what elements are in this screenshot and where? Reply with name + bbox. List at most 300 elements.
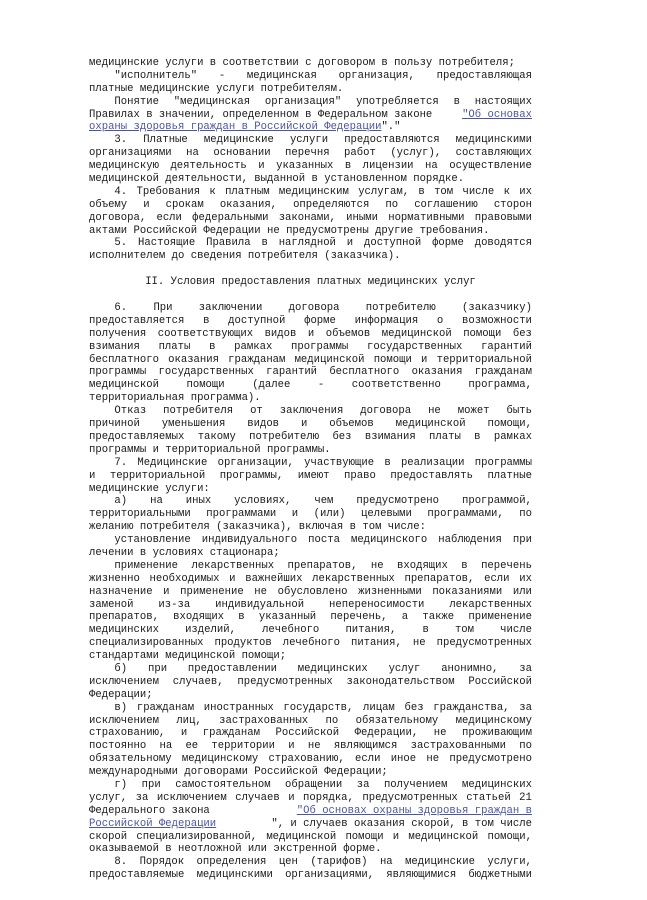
text-fragment: Правилах в значении, определенном в Федеральном законе bbox=[89, 108, 439, 121]
text-line bbox=[89, 779, 532, 792]
text-line: медицинские услуги: bbox=[89, 482, 210, 495]
word: специализированной, bbox=[136, 830, 258, 843]
word: бесплатного bbox=[329, 366, 400, 379]
word: заключении bbox=[198, 302, 263, 315]
word: доступной bbox=[228, 314, 286, 327]
word: являющимися bbox=[386, 869, 457, 882]
text-line bbox=[89, 856, 532, 869]
word: к bbox=[209, 185, 216, 198]
word: предоставляются bbox=[344, 134, 440, 147]
word: организации, bbox=[217, 456, 294, 469]
word: препаратов, bbox=[404, 572, 475, 585]
word: может bbox=[457, 405, 490, 418]
word: порядка, bbox=[303, 791, 354, 804]
word: потребителю bbox=[365, 302, 436, 315]
word: соглашению bbox=[414, 198, 478, 211]
word: 8. bbox=[89, 856, 128, 869]
text-line bbox=[89, 727, 532, 740]
word: 21 bbox=[519, 791, 532, 804]
word: организациями, bbox=[285, 869, 375, 882]
paragraph-7 bbox=[89, 457, 532, 496]
word: услуги bbox=[289, 134, 329, 147]
text-line bbox=[89, 109, 532, 122]
word: деятельность bbox=[170, 160, 247, 173]
word: Российской bbox=[275, 727, 340, 740]
word: и bbox=[300, 418, 308, 431]
word: исключением bbox=[89, 675, 159, 688]
word: предусмотрено bbox=[356, 495, 440, 508]
paragraph-medical-organization-term bbox=[89, 96, 532, 135]
word: соответственно bbox=[351, 379, 441, 392]
word: важнейших bbox=[245, 572, 303, 585]
word: и bbox=[288, 740, 295, 753]
text-line: лечении в условиях стационара; bbox=[89, 546, 280, 559]
word: без bbox=[332, 430, 352, 443]
word: Настоящие bbox=[138, 237, 196, 250]
word: потребителю bbox=[249, 430, 320, 443]
text-line: охраны здоровья граждан в Российской Федерации"." bbox=[89, 121, 401, 134]
word: платные bbox=[487, 469, 532, 482]
word: в bbox=[384, 456, 391, 469]
word: территориальными bbox=[89, 508, 191, 521]
word: о bbox=[436, 314, 444, 327]
word: на bbox=[425, 160, 438, 173]
word: "медицинская bbox=[173, 95, 251, 108]
word: перечень bbox=[481, 559, 532, 572]
word: возможности bbox=[461, 314, 532, 327]
word: исключением bbox=[89, 714, 159, 727]
text-line: оказываемой в неотложной или экстренной форме. bbox=[89, 843, 382, 856]
word: причиной bbox=[89, 418, 140, 431]
word: медицинской bbox=[266, 830, 337, 843]
text-line bbox=[89, 534, 532, 547]
word: не bbox=[428, 405, 441, 418]
paragraph-7v bbox=[89, 702, 532, 779]
text-line bbox=[89, 753, 532, 766]
word: программами, bbox=[427, 508, 504, 521]
word: и bbox=[291, 508, 299, 521]
text-line: международными договорами Российской Федерации; bbox=[89, 766, 388, 779]
word: предусмотренных bbox=[436, 637, 532, 650]
word: лекарственных bbox=[449, 598, 532, 611]
text-line bbox=[89, 818, 532, 831]
word: платы bbox=[158, 340, 191, 353]
word: договора bbox=[360, 405, 412, 418]
word: исключением bbox=[156, 791, 227, 804]
word: помощи bbox=[373, 353, 412, 366]
word: Российской bbox=[468, 675, 532, 688]
word: иное bbox=[390, 753, 417, 766]
word: предоставляющая bbox=[436, 69, 532, 82]
text-line bbox=[89, 715, 532, 728]
word: медицинской bbox=[381, 327, 452, 340]
word: получения bbox=[89, 327, 147, 340]
word: если bbox=[484, 572, 510, 585]
word: платным bbox=[225, 185, 270, 198]
word: и bbox=[180, 727, 188, 740]
word: имеют bbox=[297, 469, 330, 482]
text-line bbox=[89, 431, 532, 444]
word: объему bbox=[89, 198, 128, 211]
word: лечебного bbox=[282, 637, 340, 650]
word: за bbox=[519, 701, 532, 714]
word: рамках bbox=[234, 340, 273, 353]
word: числе bbox=[462, 185, 495, 198]
word: случаев, bbox=[172, 675, 224, 688]
word: организация, bbox=[338, 69, 415, 82]
word: лекарственных bbox=[312, 572, 395, 585]
word: случаев bbox=[235, 791, 280, 804]
word: программа, bbox=[468, 379, 532, 392]
text-line bbox=[89, 740, 532, 753]
word: из-за bbox=[158, 598, 191, 611]
word: помощи, bbox=[487, 418, 532, 431]
word: уменьшения bbox=[161, 418, 226, 431]
word: медицинскому bbox=[181, 753, 259, 766]
word: оказания bbox=[411, 366, 463, 379]
word: не bbox=[412, 637, 426, 650]
word: иными bbox=[346, 211, 378, 224]
text-line: территориальная программа). bbox=[89, 392, 261, 405]
word: перечень, bbox=[330, 611, 388, 624]
word: иностранных bbox=[203, 701, 274, 714]
word: скорой bbox=[89, 830, 128, 843]
word: 3. bbox=[89, 134, 128, 147]
word: назначение bbox=[89, 585, 153, 598]
text-line bbox=[89, 212, 532, 225]
text-line bbox=[89, 315, 532, 328]
word: чем bbox=[314, 495, 334, 508]
text-line bbox=[89, 599, 532, 612]
word: такому bbox=[197, 430, 236, 443]
word: установление bbox=[89, 534, 191, 547]
text-line: медицинские услуги в соответствии с договором в пользу потребителя; bbox=[89, 57, 515, 69]
word: право bbox=[344, 469, 376, 482]
word: на bbox=[159, 740, 173, 753]
word: жизненными bbox=[358, 585, 422, 598]
word: объемов bbox=[325, 327, 371, 340]
word: правовыми bbox=[474, 211, 532, 224]
text-line bbox=[89, 96, 532, 109]
word: застрахованными bbox=[410, 740, 506, 753]
word: программой, bbox=[461, 495, 532, 508]
word: лекарственных bbox=[191, 559, 275, 572]
word: бюджетными bbox=[468, 869, 532, 882]
word: федеральными bbox=[192, 211, 269, 224]
word: медицинской bbox=[89, 379, 159, 392]
word: видов bbox=[264, 327, 297, 340]
word: информация bbox=[354, 314, 419, 327]
word: проживающим bbox=[462, 727, 532, 740]
word: анонимно, bbox=[441, 662, 499, 675]
word: Отказ bbox=[89, 405, 147, 418]
text-line: медицинской деятельности, выданной в установленном порядке. bbox=[89, 173, 465, 186]
word: не bbox=[426, 753, 440, 766]
word: медицинских bbox=[89, 624, 159, 637]
word: услуг, bbox=[89, 791, 128, 804]
word: гражданам bbox=[474, 366, 532, 379]
word: перечня bbox=[285, 147, 330, 160]
word: числе bbox=[500, 624, 532, 637]
word: договора bbox=[288, 302, 340, 315]
word: или bbox=[512, 585, 532, 598]
section-heading: II. Условия предоставления платных медицинских услуг bbox=[145, 276, 476, 289]
word: не bbox=[433, 727, 447, 740]
word: договора, bbox=[89, 211, 147, 224]
word: составляющих bbox=[455, 147, 532, 160]
word: услуги, bbox=[487, 856, 532, 869]
word: в bbox=[418, 185, 425, 198]
word: потребителя bbox=[163, 405, 234, 418]
text-line bbox=[89, 134, 532, 147]
word: за bbox=[356, 778, 370, 791]
word: рамках bbox=[493, 430, 532, 443]
word: Платные bbox=[143, 134, 188, 147]
word: не bbox=[370, 559, 384, 572]
text-line bbox=[89, 624, 532, 637]
word: том bbox=[454, 624, 475, 637]
word: быть bbox=[506, 405, 532, 418]
text-line bbox=[89, 186, 532, 199]
word: и bbox=[229, 572, 236, 585]
word: 6. bbox=[89, 302, 128, 315]
word: предоставляется bbox=[89, 314, 185, 327]
word: нормативными bbox=[388, 211, 465, 224]
word: индивидуальной bbox=[215, 598, 305, 611]
word: Правила bbox=[206, 237, 251, 250]
word: без bbox=[404, 701, 424, 714]
word: определяются bbox=[293, 198, 370, 211]
word: и bbox=[346, 237, 354, 250]
word: их bbox=[519, 185, 532, 198]
text-line bbox=[89, 663, 532, 676]
word: предоставлении bbox=[187, 662, 277, 675]
word: обязательному bbox=[89, 753, 172, 766]
word: в bbox=[422, 624, 429, 637]
word: - bbox=[218, 69, 226, 82]
word: бесплатного bbox=[89, 353, 159, 366]
word: услугам, bbox=[358, 185, 410, 198]
word: программы, bbox=[219, 469, 284, 482]
text-line bbox=[89, 611, 532, 624]
word: медицинская bbox=[246, 69, 317, 82]
word: употребляется bbox=[356, 95, 439, 108]
paragraph-3 bbox=[89, 134, 532, 186]
word: (услуг), bbox=[390, 147, 442, 160]
word: "исполнитель" bbox=[89, 69, 198, 82]
word: медицинскому bbox=[455, 714, 532, 727]
federal-law-link-2[interactable]: "Об основах охраны здоровья граждан в bbox=[296, 804, 532, 817]
word: по bbox=[519, 508, 532, 521]
word: государств, bbox=[283, 701, 354, 714]
word: и bbox=[307, 327, 315, 340]
word: организациями bbox=[89, 147, 172, 160]
word: медицинского bbox=[350, 534, 428, 547]
word: срокам bbox=[165, 198, 204, 211]
word: осуществление bbox=[449, 160, 532, 173]
word: показаниями bbox=[432, 585, 503, 598]
word: медицинскую bbox=[89, 160, 159, 173]
word: препаратов, bbox=[287, 559, 358, 572]
word: б) bbox=[89, 662, 128, 675]
word: от bbox=[250, 405, 263, 418]
word: том bbox=[434, 185, 454, 198]
word: наглядной bbox=[278, 237, 336, 250]
text-line bbox=[89, 831, 532, 844]
word: и bbox=[392, 830, 400, 843]
text-line bbox=[89, 366, 532, 379]
word: непереносимости bbox=[329, 598, 425, 611]
text-line: программы и территориальной программы. bbox=[89, 443, 331, 456]
word: если bbox=[355, 753, 381, 766]
word: при bbox=[148, 662, 168, 675]
word: применение bbox=[89, 559, 179, 572]
word: соответствующих bbox=[157, 327, 254, 340]
word: при bbox=[512, 534, 532, 547]
paragraph-consumer-definition bbox=[89, 57, 532, 70]
word: организация" bbox=[264, 95, 342, 108]
word: не bbox=[254, 585, 268, 598]
word: а) bbox=[89, 495, 128, 508]
text-line bbox=[89, 237, 532, 250]
word: входящих bbox=[173, 611, 225, 624]
word: целевыми bbox=[361, 508, 412, 521]
paragraph-post bbox=[89, 534, 532, 560]
word: помощи bbox=[186, 379, 225, 392]
word: оказания, bbox=[219, 198, 278, 211]
text-line bbox=[89, 328, 532, 341]
word: получением bbox=[383, 778, 448, 791]
word: объемов bbox=[329, 418, 374, 431]
text-line bbox=[89, 379, 532, 392]
word: без bbox=[512, 327, 532, 340]
text-line: актами Российской Федерации не предусмотрены другие требования. bbox=[89, 224, 490, 237]
word: медицинскими bbox=[455, 134, 532, 147]
word: и bbox=[288, 791, 295, 804]
text-line bbox=[89, 702, 532, 715]
word: гарантий bbox=[481, 340, 532, 353]
text-line bbox=[89, 470, 532, 483]
word: заменой bbox=[89, 598, 134, 611]
word: работ bbox=[344, 147, 376, 160]
word: заключения bbox=[279, 405, 344, 418]
text-fragment: ", и случаев оказания скорой, в том числе bbox=[271, 817, 532, 830]
word: поста bbox=[308, 534, 340, 547]
word: медицинскими bbox=[196, 869, 273, 882]
text-line bbox=[89, 199, 532, 212]
word: помощи, bbox=[487, 830, 532, 843]
word: государственных bbox=[158, 366, 254, 379]
word: г) bbox=[89, 778, 128, 791]
word: Медицинские bbox=[137, 456, 208, 469]
text-line bbox=[89, 160, 532, 173]
text-line bbox=[89, 805, 532, 818]
text-line bbox=[89, 341, 532, 354]
federal-law-link-continued[interactable]: охраны здоровья граждан в Российской Федерации bbox=[89, 121, 382, 134]
paragraph-7g bbox=[89, 779, 532, 856]
text-line bbox=[89, 573, 532, 586]
word: применение bbox=[468, 611, 532, 624]
word: при bbox=[141, 778, 161, 791]
word: застрахованных bbox=[219, 714, 309, 727]
word: программы bbox=[89, 366, 147, 379]
word: гражданства, bbox=[433, 701, 510, 714]
word: не bbox=[307, 740, 321, 753]
word: питания, bbox=[345, 624, 397, 637]
word: 5. bbox=[89, 237, 128, 250]
federal-law-link-2-continued[interactable]: Российской Федерации bbox=[89, 817, 217, 830]
word: изделий, bbox=[185, 624, 236, 637]
word: оказания bbox=[168, 353, 219, 366]
word: предусмотрено bbox=[449, 753, 532, 766]
word: по bbox=[325, 714, 339, 727]
text-line bbox=[89, 676, 532, 689]
text-line bbox=[89, 869, 532, 882]
text-line bbox=[89, 147, 532, 160]
word: помощи bbox=[463, 327, 502, 340]
text-line: желанию потребителя (заказчика), включая в том числе: bbox=[89, 521, 426, 534]
word: в bbox=[344, 160, 352, 173]
word: доступной bbox=[363, 237, 422, 250]
paragraph-6 bbox=[89, 302, 532, 405]
word: государственных bbox=[366, 340, 463, 353]
text-line bbox=[89, 792, 532, 805]
text-line: Федерации; bbox=[89, 688, 153, 701]
word: 4. bbox=[89, 185, 128, 198]
word: (тарифов) bbox=[310, 856, 368, 869]
word: и bbox=[421, 353, 428, 366]
word: наблюдения bbox=[438, 534, 502, 547]
word: если bbox=[156, 211, 182, 224]
paragraph-8 bbox=[89, 856, 532, 882]
word: в bbox=[474, 430, 481, 443]
word: сторон bbox=[493, 198, 532, 211]
paragraph-drugs bbox=[89, 560, 532, 663]
word: обязательному bbox=[355, 714, 439, 727]
word: и bbox=[163, 585, 170, 598]
word: входящих bbox=[397, 559, 448, 572]
word: медицинским bbox=[278, 185, 349, 198]
word: в bbox=[203, 314, 210, 327]
word: в bbox=[461, 559, 468, 572]
word: платы bbox=[429, 430, 461, 443]
word: медицинские bbox=[405, 856, 475, 869]
word: лиц, bbox=[176, 714, 202, 727]
word: территориальной bbox=[109, 469, 206, 482]
word: Порядок bbox=[139, 856, 185, 869]
word: гражданам bbox=[202, 727, 260, 740]
word: указанных bbox=[276, 160, 334, 173]
federal-law-link[interactable]: "Об основах bbox=[462, 108, 532, 121]
word: медицинской bbox=[408, 830, 479, 843]
word: цен bbox=[278, 856, 298, 869]
word: медицинские bbox=[203, 134, 274, 147]
text-line bbox=[89, 586, 532, 599]
word: основании bbox=[213, 147, 271, 160]
word: реализации bbox=[400, 456, 465, 469]
word: медицинской bbox=[294, 353, 365, 366]
word: Федерации, bbox=[354, 727, 419, 740]
word: в bbox=[453, 95, 460, 108]
word: а bbox=[401, 611, 409, 624]
word: обращении bbox=[285, 778, 343, 791]
word: гражданам bbox=[228, 353, 286, 366]
text-line bbox=[89, 354, 532, 367]
text-line bbox=[89, 508, 532, 521]
word: применение bbox=[180, 585, 244, 598]
word: на bbox=[379, 856, 393, 869]
word: взимания bbox=[89, 340, 140, 353]
